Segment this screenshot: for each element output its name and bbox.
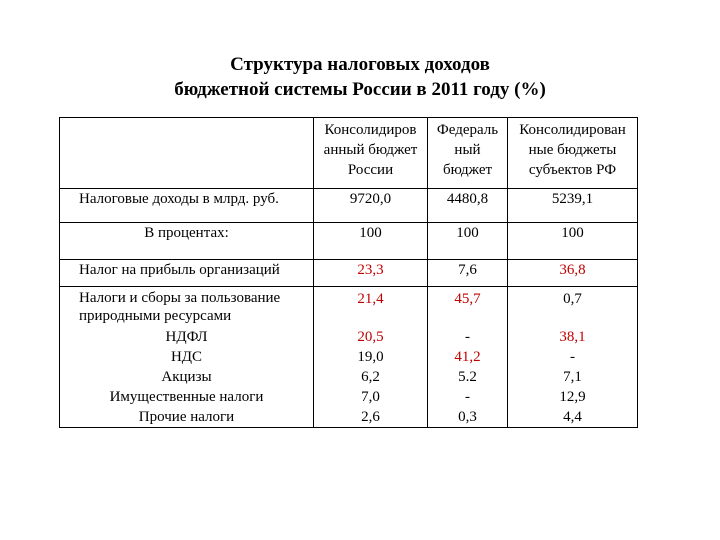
table-cell: 41,2 [454,349,481,365]
table-cell: 38,1 [559,329,586,345]
table-cell: - [465,389,470,405]
table-cell: 100 [508,223,638,260]
row-label: Акцизы [161,369,212,385]
title-line-1: Структура налоговых доходов [230,54,490,75]
row-label: НДС [170,349,203,365]
table-cell: 36,8 [508,260,638,287]
header-regional-budgets: Консолидирован ные бюджеты субъектов РФ [508,118,638,189]
table-row-percent [60,223,638,260]
table-cell: 100 [428,223,508,260]
row-label: Налоговые доходы в млрд. руб. [60,189,314,223]
table-cell: 19,0 [357,349,384,365]
table-cell: 6,2 [361,369,380,385]
group-col-regional [508,287,638,428]
row-label: Налоги и сборы за пользование природными ресурсами [79,290,281,324]
group-labels-cell [60,287,314,428]
table-cell: 9720,0 [314,189,428,223]
header-consolidated-budget: Консолидиров анный бюджет России [314,118,428,189]
table-cell: - [465,329,470,345]
table-row-group [60,287,638,428]
title-line-2: бюджетной системы России в 2011 году (%) [174,79,546,100]
table-cell: - [570,349,575,365]
table-cell: 7,0 [361,389,380,405]
table-cell: 21,4 [357,291,384,307]
row-label: Имущественные налоги [109,389,264,405]
row-label: Налог на прибыль организаций [60,260,314,287]
table-cell: 0,3 [458,409,477,425]
table-cell: 20,5 [357,329,384,345]
table-cell: 100 [314,223,428,260]
table-header-row [60,118,638,189]
header-empty-cell [60,118,314,189]
row-label: Прочие налоги [138,409,235,425]
table-cell: 45,7 [454,291,481,307]
table-cell: 7,6 [428,260,508,287]
table-cell: 5.2 [458,369,477,385]
table-cell: 2,6 [361,409,380,425]
table-cell: 7,1 [563,369,582,385]
group-col-federal [428,287,508,428]
table-cell: 12,9 [559,389,586,405]
row-label: В процентах: [60,223,314,260]
table-row-tax-revenue [60,189,638,223]
row-label: НДФЛ [165,329,208,345]
table-cell: 0,7 [563,291,582,307]
table-cell: 4480,8 [428,189,508,223]
group-col-consolidated [314,287,428,428]
table-cell: 4,4 [563,409,582,425]
page-title [0,52,720,102]
header-federal-budget: Федераль ный бюджет [428,118,508,189]
tax-structure-table [59,117,638,428]
table-row-profit-tax [60,260,638,287]
table-cell: 23,3 [314,260,428,287]
table-cell: 5239,1 [508,189,638,223]
